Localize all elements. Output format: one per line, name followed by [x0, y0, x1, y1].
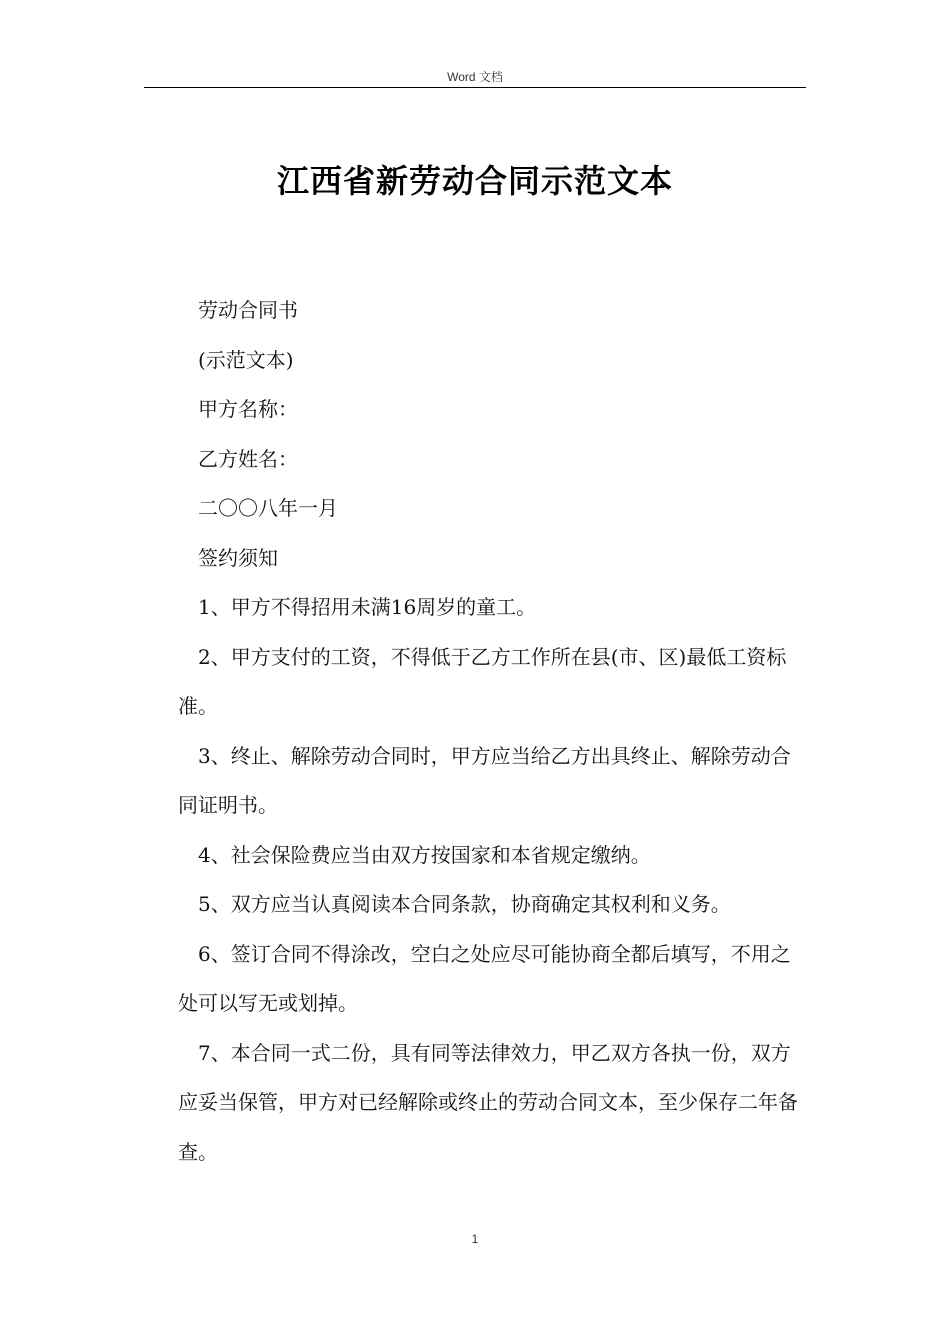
- paragraph-notice-1: 1、甲方不得招用未满16周岁的童工。: [198, 595, 537, 619]
- header-divider: [144, 87, 806, 88]
- paragraph-notice-2: 2、甲方支付的工资，不得低于乙方工作所在县(市、区)最低工资标准。: [178, 644, 787, 718]
- paragraph-party-b-name: 乙方姓名：: [198, 446, 298, 471]
- page-header-label: Word 文档: [447, 70, 503, 84]
- paragraph-notice-4: 4、社会保险费应当由双方按国家和本省规定缴纳。: [198, 842, 651, 867]
- paragraph-party-a-name: 甲方名称：: [198, 397, 298, 421]
- paragraph-date: 二〇〇八年一月: [198, 496, 338, 520]
- paragraph-contract-heading: 劳动合同书: [198, 298, 298, 322]
- paragraph-notice-3: 3、终止、解除劳动合同时，甲方应当给乙方出具终止、解除劳动合同证明书。: [178, 743, 791, 817]
- paragraph-sample-text-note: (示范文本): [198, 347, 294, 372]
- paragraph-notice-7: 7、本合同一式二份，具有同等法律效力，甲乙双方各执一份，双方应妥当保管，甲方对已经解除或终止的劳动合同文本，至少保存二年备查。: [178, 1040, 798, 1164]
- document-body: [178, 286, 808, 1177]
- paragraph-notice-6: 6、签订合同不得涂改，空白之处应尽可能协商全都后填写，不用之处可以写无或划掉。: [178, 941, 791, 1015]
- document-title: 江西省新劳动合同示范文本: [276, 162, 673, 200]
- page-number: 1: [471, 1232, 479, 1246]
- paragraph-notice-5: 5、双方应当认真阅读本合同条款，协商确定其权利和义务。: [198, 892, 731, 916]
- paragraph-signing-notice-heading: 签约须知: [198, 545, 278, 570]
